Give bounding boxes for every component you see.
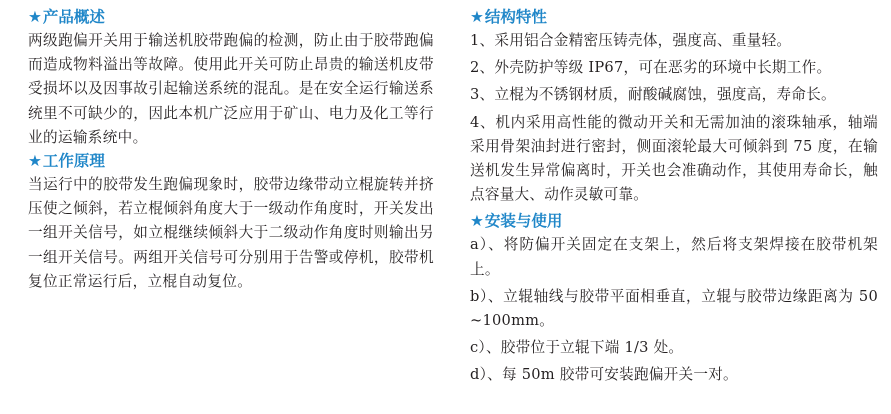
right-column [470, 0, 878, 391]
star-icon: ★ [470, 212, 484, 231]
left-column [28, 0, 434, 294]
structure-item: 1、采用铝合金精密压铸壳体，强度高、重量轻。 [470, 32, 792, 49]
overview-title: 产品概述 [42, 8, 105, 26]
star-icon: ★ [28, 8, 42, 26]
star-icon: ★ [470, 8, 484, 26]
structure-item: 3、立棍为不锈钢材质，耐酸碱腐蚀，强度高，寿命长。 [470, 86, 836, 104]
installation-item: a）、将防偏开关固定在支架上，然后将支架焊接在胶带机架上。 [470, 236, 878, 278]
structure-item: 2、外壳防护等级 IP67，可在恶劣的环境中长期工作。 [470, 59, 832, 77]
installation-item: b）、立辊轴线与胶带平面相垂直，立辊与胶带边缘距离为 50~100mm。 [470, 287, 878, 330]
section-title-principle [28, 150, 434, 173]
section-title-installation [470, 210, 878, 233]
structure-title: 结构特性 [484, 8, 547, 26]
installation-title: 安装与使用 [484, 212, 563, 231]
installation-item: c）、胶带位于立辊下端 1/3 处。 [470, 339, 684, 357]
overview-paragraph: 两级跑偏开关用于输送机胶带跑偏的检测，防止由于胶带跑偏而造成物料溢出等故障。使用此开关可防止昂贵的输送机皮带受损坏以及因事故引起输送系统的混乱。是在安全运行输送系统里不可缺少的，因此本机广泛应用于矿山、电力及化工等行业的运输系统中。 [28, 32, 434, 146]
star-icon: ★ [28, 152, 42, 171]
structure-item: 4、机内采用高性能的微动开关和无需加油的滚珠轴承，轴端采用骨架油封进行密封，侧面滚轮最大可倾斜到 75 度，在输送机发生异常偏离时，开关也会准确动作，其使用寿命长，触点容量大、动作灵敏可靠。 [470, 113, 878, 204]
section-title-structure [470, 6, 878, 29]
principle-title: 工作原理 [42, 152, 105, 171]
section-title-overview [28, 6, 434, 29]
installation-item: d）、每 50m 胶带可安装跑偏开关一对。 [470, 366, 738, 384]
principle-paragraph: 当运行中的胶带发生跑偏现象时，胶带边缘带动立棍旋转并挤压使之倾斜，若立棍倾斜角度大于一级动作角度时，开关发出一组开关信号，如立棍继续倾斜大于二级动作角度时则输出另一组开关信号。两组开关信号可分别用于告警或停机，胶带机复位正常运行后，立棍自动复位。 [28, 176, 434, 290]
